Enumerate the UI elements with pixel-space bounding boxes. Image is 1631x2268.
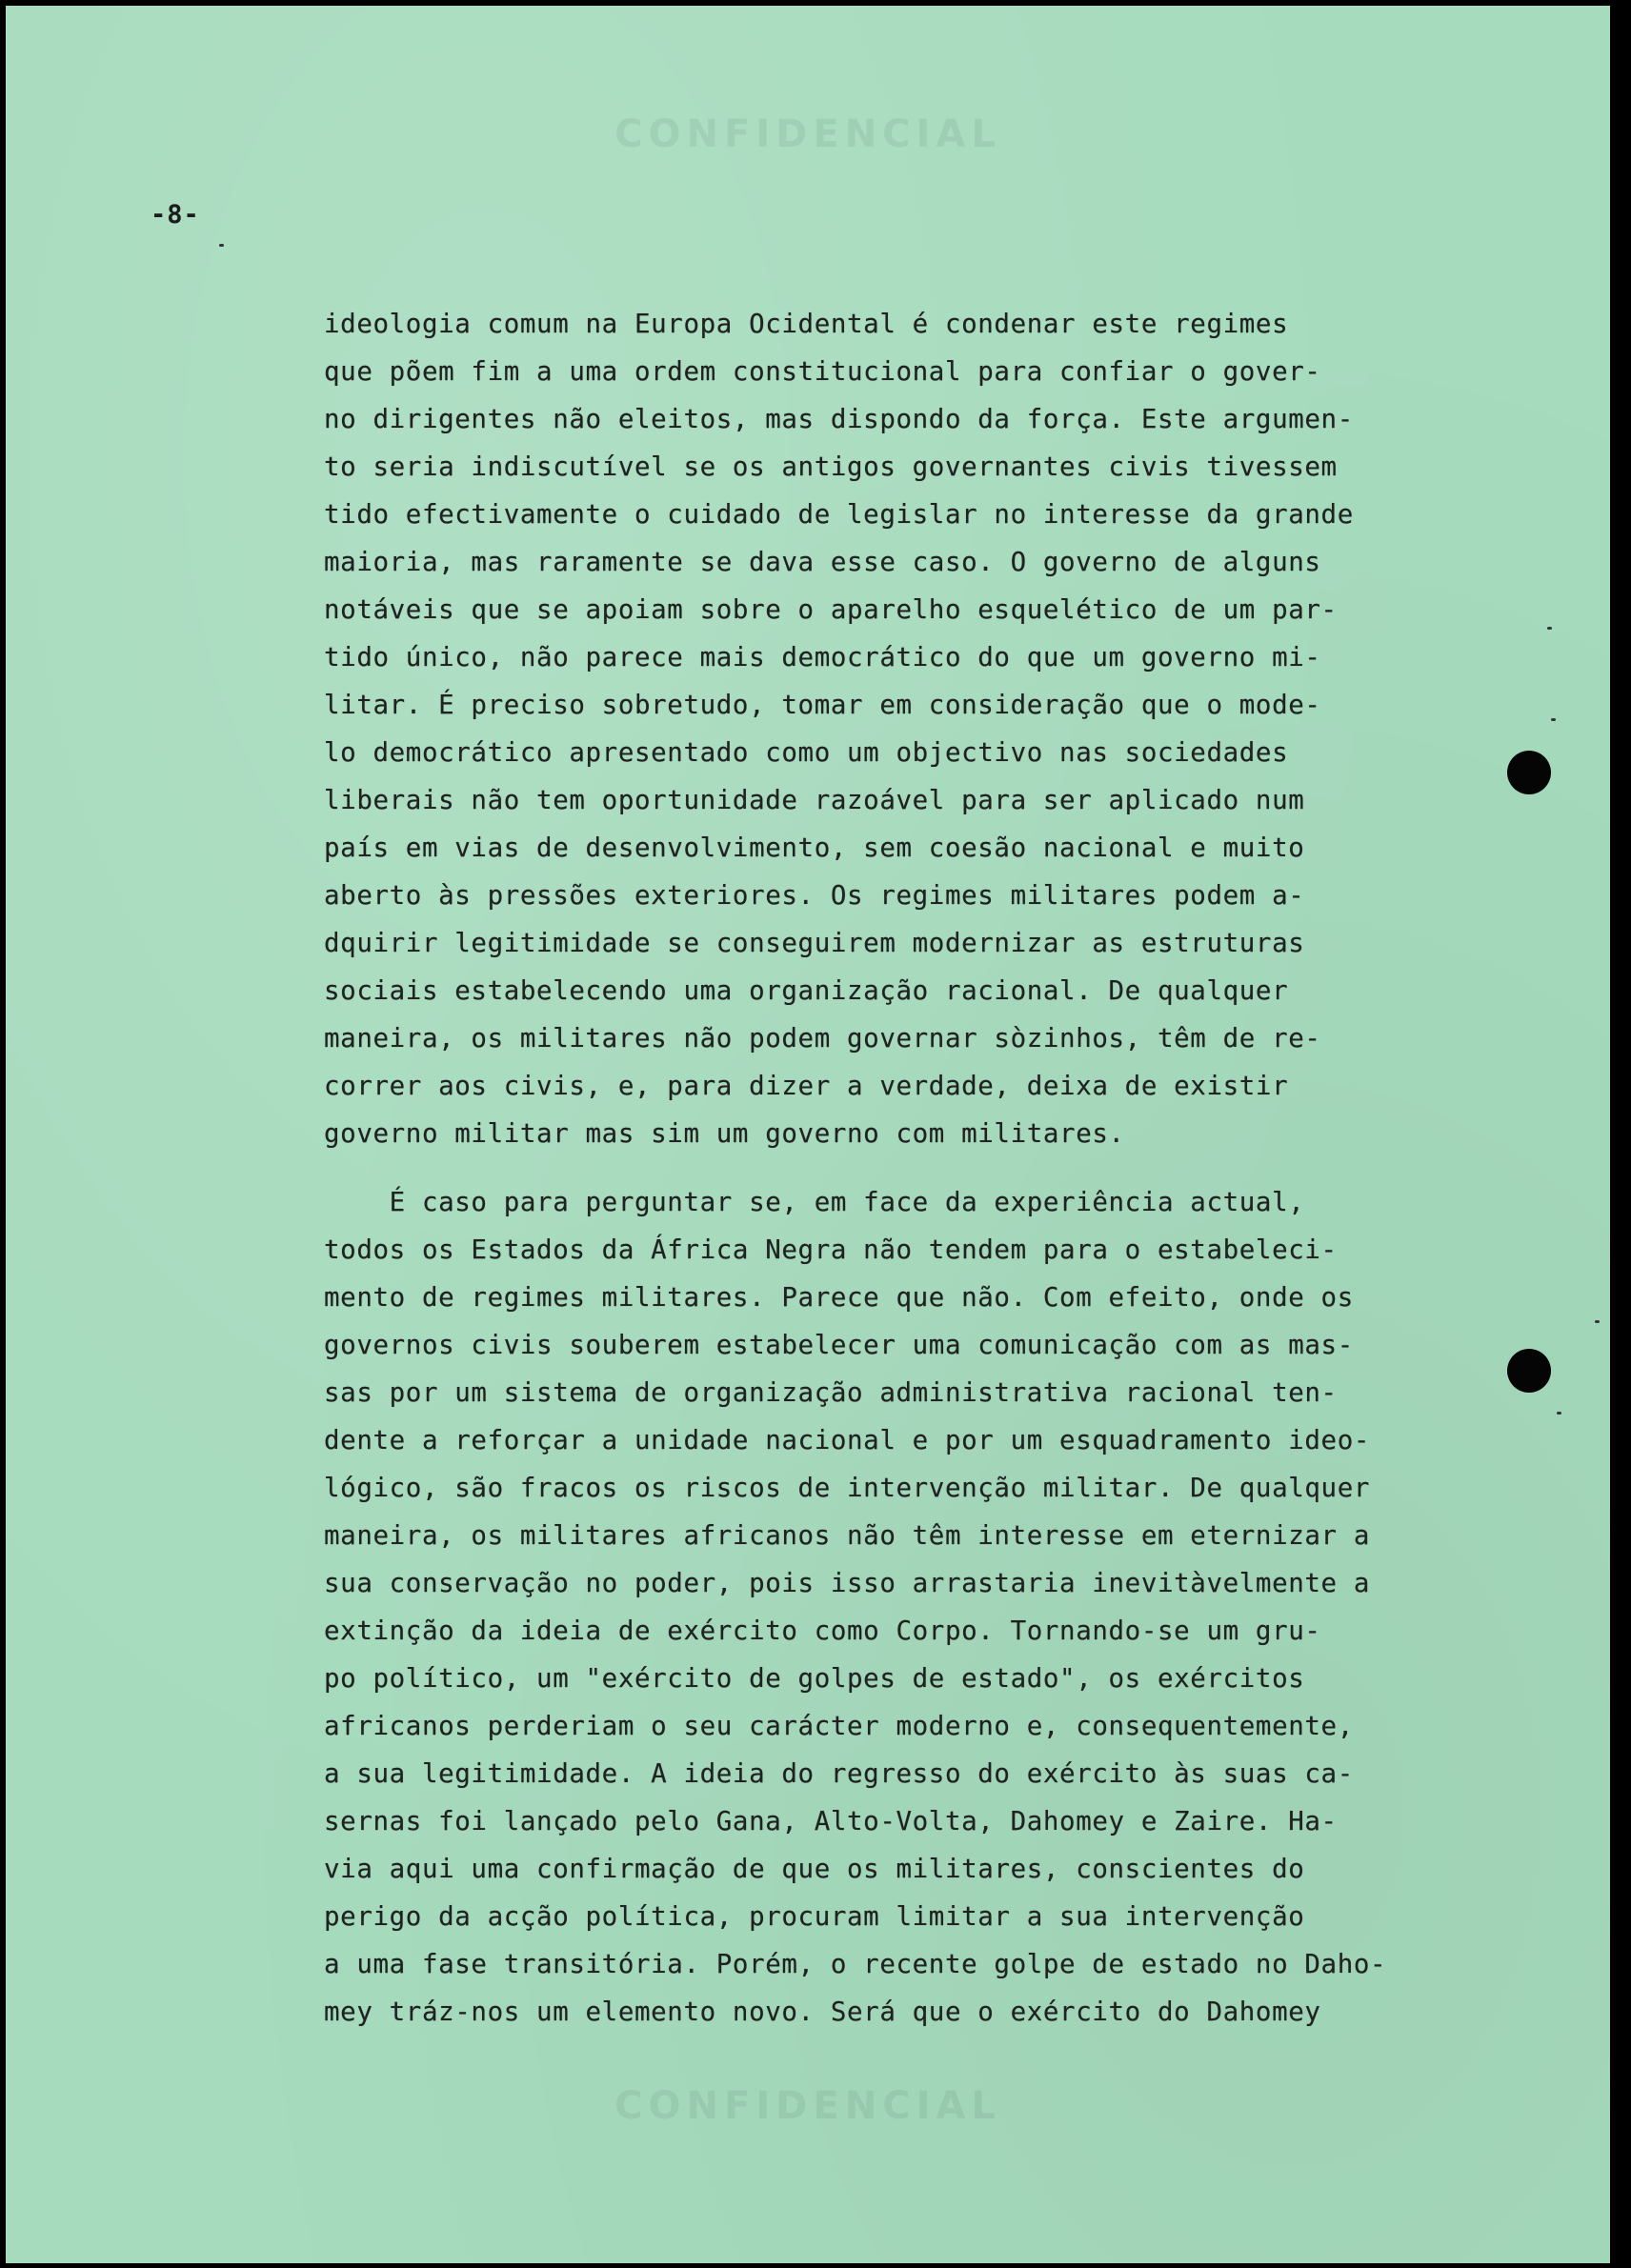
punch-hole: [1507, 1349, 1551, 1393]
punch-hole: [1507, 751, 1551, 794]
text-line: maioria, mas raramente se dava esse caso. O governo de alguns: [324, 547, 1321, 577]
text-line: via aqui uma confirmação de que os militares, conscientes do: [324, 1854, 1305, 1884]
text-line: maneira, os militares africanos não têm interesse em eternizar a: [324, 1520, 1371, 1551]
text-line: tido efectivamente o cuidado de legislar no interesse da grande: [324, 499, 1354, 530]
text-line: ideologia comum na Europa Ocidental é condenar este regimes: [324, 309, 1289, 339]
text-line: extinção da ideia de exército como Corpo. Tornando-se um gru-: [324, 1616, 1321, 1646]
text-line: sociais estabelecendo uma organização racional. De qualquer: [324, 975, 1289, 1006]
text-line: governo militar mas sim um governo com militares.: [324, 1118, 1125, 1149]
text-line: correr aos civis, e, para dizer a verdade, deixa de existir: [324, 1071, 1289, 1101]
text-line: tido único, não parece mais democrático do que um governo mi-: [324, 642, 1321, 672]
text-line: maneira, os militares não podem governar sòzinhos, têm de re-: [324, 1023, 1321, 1054]
confidential-stamp-top: CONFIDENCIAL: [614, 112, 1001, 156]
page-number: -8-: [151, 200, 200, 230]
text-line: sua conservação no poder, pois isso arrastaria inevitàvelmente a: [324, 1568, 1371, 1598]
text-line: que põem fim a uma ordem constitucional para confiar o gover-: [324, 356, 1321, 387]
text-line: to seria indiscutível se os antigos governantes civis tivessem: [324, 452, 1338, 482]
text-line: país em vias de desenvolvimento, sem coesão nacional e muito: [324, 833, 1305, 863]
paper-speck: [1557, 1412, 1561, 1415]
text-line: no dirigentes não eleitos, mas dispondo da força. Este argumen-: [324, 404, 1354, 434]
paper-speck: [1547, 627, 1552, 630]
text-line: governos civis souberem estabelecer uma comunicação com as mas-: [324, 1330, 1354, 1360]
text-line: sas por um sistema de organização administrativa racional ten-: [324, 1377, 1338, 1408]
document-page: [6, 6, 1610, 2263]
text-line: notáveis que se apoiam sobre o aparelho esquelético de um par-: [324, 594, 1338, 625]
confidential-stamp-bottom: CONFIDENCIAL: [614, 2084, 1001, 2128]
text-line: a uma fase transitória. Porém, o recente golpe de estado no Daho-: [324, 1949, 1387, 1979]
text-line: liberais não tem oportunidade razoável para ser aplicado num: [324, 785, 1305, 815]
text-line: perigo da acção política, procuram limitar a sua intervenção: [324, 1901, 1305, 1932]
paper-speck: [1551, 718, 1556, 721]
paper-speck: [1595, 1320, 1600, 1323]
text-line: todos os Estados da África Negra não tendem para o estabeleci-: [324, 1234, 1338, 1265]
text-line: sernas foi lançado pelo Gana, Alto-Volta, Dahomey e Zaire. Ha-: [324, 1806, 1338, 1836]
text-line: dquirir legitimidade se conseguirem modernizar as estruturas: [324, 928, 1305, 958]
text-line: mento de regimes militares. Parece que não. Com efeito, onde os: [324, 1282, 1354, 1313]
paper-speck: [219, 244, 224, 247]
text-line: aberto às pressões exteriores. Os regimes militares podem a-: [324, 880, 1305, 911]
text-line: mey tráz-nos um elemento novo. Será que o exército do Dahomey: [324, 1997, 1321, 2027]
text-line: lo democrático apresentado como um objectivo nas sociedades: [324, 737, 1289, 768]
text-line: dente a reforçar a unidade nacional e por um esquadramento ideo-: [324, 1425, 1371, 1455]
text-line: lógico, são fracos os riscos de intervenção militar. De qualquer: [324, 1473, 1371, 1503]
text-line: litar. É preciso sobretudo, tomar em consideração que o mode-: [324, 690, 1321, 720]
text-line: po político, um "exército de golpes de estado", os exércitos: [324, 1663, 1305, 1694]
text-line: a sua legitimidade. A ideia do regresso do exército às suas ca-: [324, 1758, 1354, 1789]
text-line: africanos perderiam o seu carácter moderno e, consequentemente,: [324, 1711, 1354, 1741]
text-line: É caso para perguntar se, em face da experiência actual,: [324, 1187, 1305, 1217]
